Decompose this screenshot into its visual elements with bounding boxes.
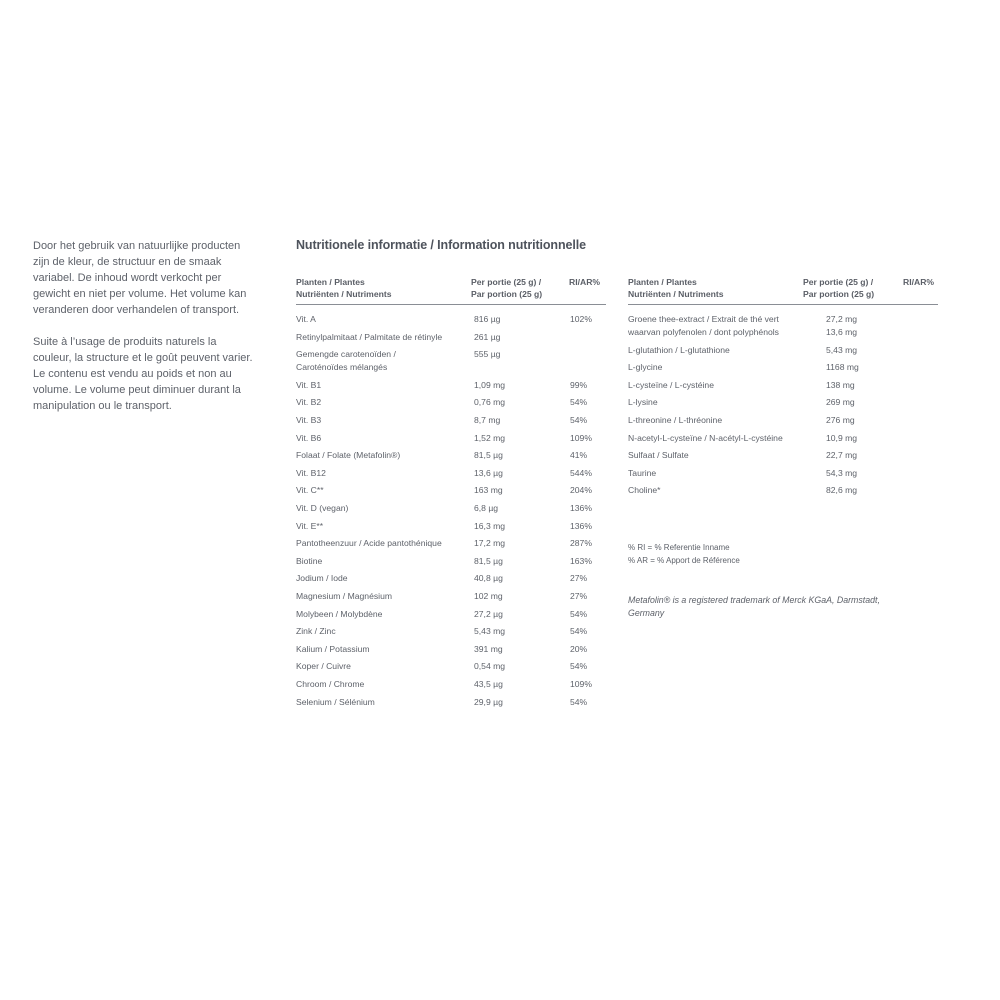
header-name [628,276,724,300]
header-portion-line1: Per portie (25 g) / [471,277,542,287]
portion-amount [826,467,857,480]
nutrient-name [296,331,442,344]
portion-amount-line: 269 mg [826,397,855,408]
header-name-line1: Planten / Plantes [296,277,365,287]
nutrient-name [296,396,321,409]
portion-amount [474,572,503,585]
nutrient-name-line: Sulfaat / Sulfate [628,450,689,461]
table-header [628,276,938,305]
portion-amount-line: 81,5 µg [474,450,503,461]
table-row [628,344,938,362]
intro-text [33,238,258,430]
table-header [296,276,606,305]
portion-amount [826,396,855,409]
nutrition-table-right [628,276,938,496]
nutrient-name [628,432,783,445]
portion-amount [474,379,505,392]
portion-amount [474,555,503,568]
portion-amount [474,467,503,480]
portion-amount-line: 391 mg [474,643,503,654]
nutrient-name-line: Chroom / Chrome [296,678,365,689]
portion-amount [826,414,855,427]
portion-amount-line: 102 mg [474,590,503,601]
nutrition-table-left [296,276,606,707]
portion-amount [474,396,505,409]
table-row [296,572,606,590]
portion-amount-line: 0,54 mg [474,661,506,672]
ri-percentage: 27% [570,573,588,584]
portion-amount-line: 54,3 mg [826,467,858,478]
nutrient-name [296,555,322,568]
table-row [628,467,938,485]
nutrient-name-line: L-glycine [628,362,663,373]
ri-percentage: 109% [570,678,592,689]
table-row [296,660,606,678]
table-row [296,643,606,661]
nutrient-name-line: Vit. E** [296,520,324,531]
portion-amount-line: 1,52 mg [474,432,506,443]
portion-amount-line: 138 mg [826,379,855,390]
ri-percentage: 102% [570,314,592,324]
portion-amount-line: 1,09 mg [474,379,506,390]
portion-amount [474,520,505,533]
portion-amount [474,537,505,550]
table-row [296,555,606,573]
footnote-ar: % AR = % Apport de Référence [628,555,740,565]
nutrient-name-line: Gemengde carotenoïden / [296,349,396,360]
table-row [296,449,606,467]
portion-amount [474,484,503,497]
nutrient-name [628,344,730,357]
table-row [296,696,606,714]
nutrient-name-line: Vit. B12 [296,467,326,478]
nutrient-name-line: L-glutathion / L-glutathione [628,344,730,355]
portion-amount [474,502,498,515]
nutrient-name [628,396,658,409]
nutrient-name-line: L-threonine / L-thréonine [628,414,723,425]
nutrient-name-line: Biotine [296,555,323,566]
portion-amount [826,484,857,497]
ri-percentage: 109% [570,432,592,443]
nutrient-name [628,467,656,480]
ri-percentage: 27% [570,590,588,601]
ri-percentage: 287% [570,538,592,549]
nutrient-name-line: Selenium / Sélénium [296,696,375,707]
nutrient-name [296,643,370,656]
header-name-line2: Nutriënten / Nutriments [628,289,724,299]
table-row [628,396,938,414]
nutrient-name-line: Vit. B6 [296,432,322,443]
nutrient-name [296,467,326,480]
nutrient-name [628,449,689,462]
portion-amount-line: 8,7 mg [474,414,501,425]
portion-amount [474,449,503,462]
portion-amount [474,590,503,603]
nutrient-name-line: L-cysteïne / L-cystéine [628,379,714,390]
portion-amount-line: 816 µg [474,314,501,324]
table-row [296,348,606,379]
table-row [296,331,606,349]
ri-percentage: 163% [570,555,592,566]
portion-amount-line: 261 µg [474,331,501,342]
portion-amount [826,361,859,374]
trademark-note: Metafolin® is a registered trademark of Merck KGaA, Darmstadt, Germany [628,595,880,618]
header-portion-line2: Par portion (25 g) [471,289,543,299]
nutrient-name-line: Pantotheenzuur / Acide pantothénique [296,538,442,549]
ri-percentage: 54% [570,397,588,408]
table-row [628,379,938,397]
portion-amount-line: 5,43 mg [474,626,506,637]
nutrient-name-line: Groene thee-extract / Extrait de thé vert [628,314,779,324]
intro-paragraph-dutch: Door het gebruik van natuurlijke producten zijn de kleur, de structuur en de smaak variabel. De inhoud wordt verkocht per gewicht en niet per volume. Het volume kan veranderen door verhandelen of transport. [33,240,247,316]
portion-amount-line: 5,43 mg [826,344,858,355]
portion-amount [826,313,857,338]
table-row [628,449,938,467]
ri-percentage: 136% [570,502,592,513]
nutrient-name-line: Vit. B2 [296,397,322,408]
ri-percentage: 544% [570,467,592,478]
nutrient-name [628,313,779,338]
nutrient-name [296,414,321,427]
portion-amount-line: 6,8 µg [474,502,499,513]
table-row [628,313,938,344]
table-row [296,590,606,608]
portion-amount [474,678,503,691]
portion-amount [474,331,500,344]
portion-amount [826,379,855,392]
portion-amount [474,432,505,445]
table-row [296,678,606,696]
nutrient-name-line: Kalium / Potassium [296,643,370,654]
portion-amount-line: 29,9 µg [474,696,503,707]
nutrient-name [296,660,351,673]
header-portion [471,276,542,300]
footnotes [628,542,740,567]
table-row [628,414,938,432]
nutrient-name-line: N-acetyl-L-cysteïne / N-acétyl-L-cystéine [628,432,783,443]
portion-amount-line: 27,2 µg [474,608,503,619]
nutrient-name-line: Vit. B1 [296,379,322,390]
header-portion-line1: Per portie (25 g) / [803,277,874,287]
portion-amount-line: 43,5 µg [474,678,503,689]
portion-amount [826,432,857,445]
table-row [296,467,606,485]
header-portion [803,276,874,300]
table-row [296,625,606,643]
ri-percentage: 99% [570,379,588,390]
ri-percentage: 41% [570,450,588,461]
nutrient-name [296,590,392,603]
table-row [296,432,606,450]
footnote-ri: % RI = % Referentie Inname [628,543,730,552]
nutrient-name [296,502,348,515]
nutrient-name [296,678,364,691]
nutrient-name [628,484,661,497]
nutrient-name [296,313,316,326]
nutrient-name-line: L-lysine [628,397,658,408]
nutrient-name-line: Vit. D (vegan) [296,502,349,513]
ri-percentage: 54% [570,608,588,619]
portion-amount-line: 13,6 µg [474,467,503,478]
nutrient-name-line: Caroténoïdes mélangés [296,361,388,372]
portion-amount-line: 16,3 mg [474,520,506,531]
portion-amount-line: 22,7 mg [826,450,858,461]
nutrient-name-line: Retinylpalmitaat / Palmitate de rétinyle [296,331,443,342]
portion-amount [826,449,857,462]
portion-amount-line: 82,6 mg [826,485,858,496]
nutrient-name [628,379,714,392]
portion-amount-line: 276 mg [826,414,855,425]
table-row [296,502,606,520]
table-row [628,432,938,450]
table-row [628,484,938,502]
intro-paragraph-french: Suite à l’usage de produits naturels la couleur, la structure et le goût peuvent varier. Le contenu est vendu au poids et non au volume. Le volume peut diminuer durant la manipulation ou le transport. [33,336,253,412]
nutrient-name [296,572,348,585]
portion-amount [474,414,500,427]
nutrient-name [628,361,662,374]
nutrient-name-line: waarvan polyfenolen / dont polyphénols [628,326,779,337]
portion-amount-line: 27,2 mg [826,314,858,324]
table-row [296,379,606,397]
ri-percentage: 20% [570,643,588,654]
portion-amount-line: 163 mg [474,485,503,496]
portion-amount [826,344,857,357]
nutrient-name-line: Koper / Cuivre [296,661,351,672]
header-ri: RI/AR% [903,277,935,287]
nutrient-name [296,608,382,621]
header-ri: RI/AR% [569,277,601,287]
portion-amount [474,608,503,621]
nutrient-name [628,414,722,427]
portion-amount [474,313,500,326]
nutrient-name-line: Taurine [628,467,657,478]
nutrient-name-line: Molybeen / Molybdène [296,608,383,619]
nutrient-name [296,537,442,550]
table-row [296,396,606,414]
portion-amount-line: 1168 mg [826,362,859,373]
header-name [296,276,392,300]
portion-amount [474,643,503,656]
table-row [296,484,606,502]
header-name-line2: Nutriënten / Nutriments [296,289,392,299]
portion-amount-line: 0,76 mg [474,397,506,408]
portion-amount-line: 81,5 µg [474,555,503,566]
ri-percentage: 136% [570,520,592,531]
portion-amount-line: 17,2 mg [474,538,506,549]
section-title: Nutritionele informatie / Information nutritionnelle [296,238,586,252]
nutrient-name-line: Choline* [628,485,661,496]
table-row [628,361,938,379]
nutrient-name-line: Folaat / Folate (Metafolin®) [296,450,401,461]
nutrient-name [296,348,396,373]
nutrient-name [296,379,321,392]
portion-amount-line: 10,9 mg [826,432,858,443]
nutrient-name [296,696,375,709]
nutrient-name [296,449,400,462]
portion-amount-line: 555 µg [474,349,501,360]
ri-percentage: 204% [570,485,592,496]
portion-amount [474,625,505,638]
ri-percentage: 54% [570,661,588,672]
portion-amount-line: 40,8 µg [474,573,503,584]
ri-percentage: 54% [570,414,588,425]
table-row [296,313,606,331]
nutrient-name [296,625,336,638]
header-portion-line2: Par portion (25 g) [803,289,875,299]
table-row [296,537,606,555]
ri-percentage: 54% [570,626,588,637]
table-row [296,520,606,538]
nutrient-name [296,520,323,533]
nutrient-name-line: Zink / Zinc [296,626,336,637]
table-row [296,414,606,432]
nutrient-name [296,484,324,497]
table-row [296,608,606,626]
nutrient-name-line: Magnesium / Magnésium [296,590,393,601]
nutrient-name-line: Vit. A [296,314,316,324]
nutrient-name-line: Vit. B3 [296,414,322,425]
nutrient-name-line: Vit. C** [296,485,324,496]
portion-amount [474,348,500,361]
header-name-line1: Planten / Plantes [628,277,697,287]
portion-amount-line: 13,6 mg [826,326,858,337]
portion-amount [474,660,505,673]
ri-percentage: 54% [570,696,588,707]
nutrient-name-line: Jodium / Iode [296,573,348,584]
nutrient-name [296,432,321,445]
portion-amount [474,696,503,709]
